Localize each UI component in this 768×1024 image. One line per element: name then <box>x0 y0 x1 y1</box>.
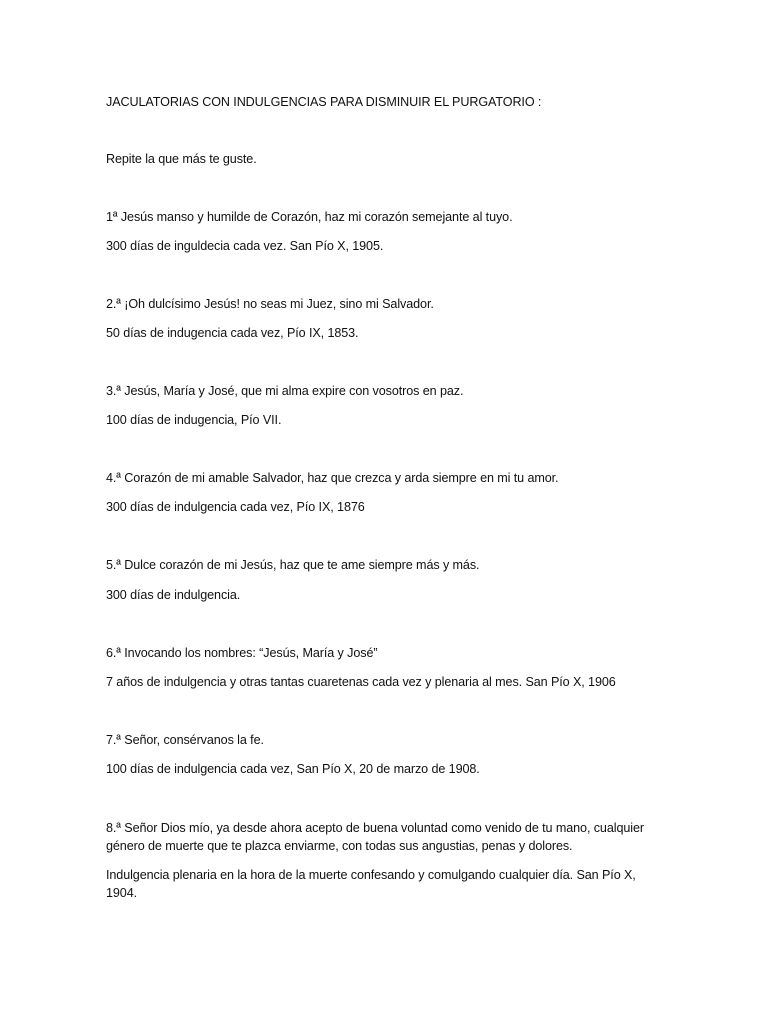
document-title: JACULATORIAS CON INDULGENCIAS PARA DISMINUIR EL PURGATORIO : <box>106 95 542 109</box>
prayer-5-text: 5.ª Dulce corazón de mi Jesús, haz que te ame siempre más y más. <box>106 558 480 572</box>
prayer-3-text: 3.ª Jesús, María y José, que mi alma expire con vosotros en paz. <box>106 384 464 398</box>
prayer-8-text: 8.ª Señor Dios mío, ya desde ahora acepto de buena voluntad como venido de tu mano, cualquier género de muerte que te plazca enviarme, con todas sus angustias, penas y dolores. <box>106 821 644 853</box>
prayer-6-text: 6.ª Invocando los nombres: “Jesús, María y José” <box>106 646 378 660</box>
prayer-1-indulgence: 300 días de inguldecia cada vez. San Pío X, 1905. <box>106 239 384 253</box>
prayer-7-indulgence: 100 días de indulgencia cada vez, San Pío X, 20 de marzo de 1908. <box>106 762 480 776</box>
document-page <box>106 0 666 1024</box>
prayer-4-indulgence: 300 días de indulgencia cada vez, Pío IX, 1876 <box>106 500 365 514</box>
prayer-8-indulgence: Indulgencia plenaria en la hora de la muerte confesando y comulgando cualquier día. San Pío X, 1904. <box>106 868 636 900</box>
prayer-1-text: 1ª Jesús manso y humilde de Corazón, haz mi corazón semejante al tuyo. <box>106 210 513 224</box>
prayer-4-text: 4.ª Corazón de mi amable Salvador, haz que crezca y arda siempre en mi tu amor. <box>106 471 559 485</box>
prayer-2-indulgence: 50 días de indugencia cada vez, Pío IX, 1853. <box>106 326 359 340</box>
intro-text: Repite la que más te guste. <box>106 152 257 166</box>
prayer-6-indulgence: 7 años de indulgencia y otras tantas cuaretenas cada vez y plenaria al mes. San Pío X, 1906 <box>106 675 616 689</box>
prayer-3-indulgence: 100 días de indugencia, Pío VII. <box>106 413 282 427</box>
prayer-2-text: 2.ª ¡Oh dulcísimo Jesús! no seas mi Juez, sino mi Salvador. <box>106 297 434 311</box>
prayer-5-indulgence: 300 días de indulgencia. <box>106 588 241 602</box>
prayer-7-text: 7.ª Señor, consérvanos la fe. <box>106 733 264 747</box>
